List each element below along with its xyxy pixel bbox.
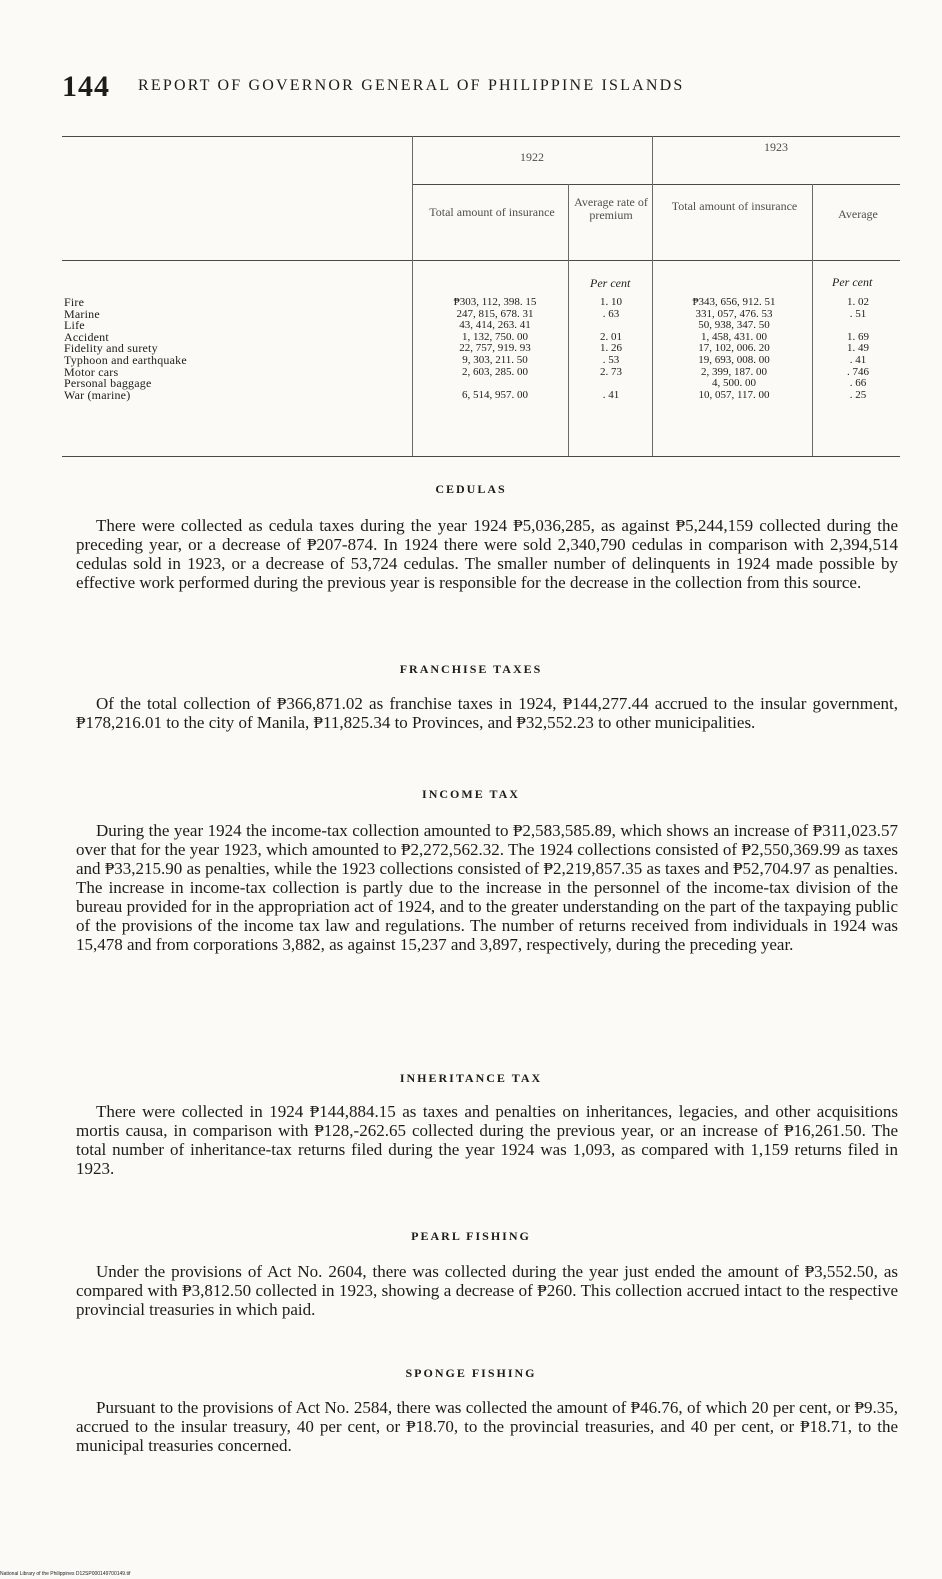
cell-total-1923: 2, 399, 187. 00 — [701, 365, 767, 378]
row-label: War (marine) — [64, 387, 131, 402]
col-rate-1923: Average — [838, 207, 878, 221]
paragraph-cedulas: There were collected as cedula taxes during the year 1924 ₱5,036,285, as against ₱5,244,159 collected during the preceding year, or a decrease of ₱207-874. In 1924 there were sold 2,340,790 cedulas in comparison with 2,394,514 cedulas sold in 1923, or a decrease of 53,724 cedulas. The smaller number of delinquents in 1924 made possible by effective work performed during the previous year is responsible for the decrease in the collection from this source. — [76, 516, 898, 592]
cell-rate-1922: . 53 — [602, 354, 620, 366]
section-title-franchise-taxes: FRANCHISE TAXES — [399, 662, 543, 676]
cell-rate-1923: 1. 02 — [847, 296, 869, 308]
header-bottom-rule — [62, 260, 900, 261]
paragraph-inheritance-tax: There were collected in 1924 ₱144,884.15 as taxes and penalties on inheritances, legacies, and other acquisitions mortis causa, in comparison with ₱128,-262.65 collected during the previous year, or an increase of ₱16,261.50. The total number of inheritance-tax returns filed during the year 1924 was 1,093, as compared with 1,159 returns filed in 1923. — [76, 1102, 898, 1178]
row-label: Personal baggage — [64, 376, 152, 391]
row-label: Fire — [64, 295, 85, 309]
cell-rate-1922: 1. 26 — [600, 342, 622, 355]
cell-rate-1922: 2. 73 — [600, 365, 622, 378]
cell-rate-1922: 1. 10 — [600, 296, 622, 308]
paragraph-sponge-fishing: Pursuant to the provisions of Act No. 2584, there was collected the amount of ₱46.76, of which 20 per cent, or ₱9.35, accrued to the insular treasury, 40 per cent, or ₱18.70, to the provincial treasuries, and 40 per cent, or ₱18.71, to the municipal treasuries concerned. — [76, 1398, 898, 1455]
cell-total-1922: 2, 603, 285. 00 — [462, 365, 528, 378]
cell-rate-1922: 2. 01 — [600, 330, 622, 343]
cell-rate-1922: . 63 — [602, 307, 620, 320]
cell-total-1923: 19, 693, 008. 00 — [698, 354, 770, 366]
scan-footer: National Library of the Philippines D12SP000149700149.tif — [0, 1571, 131, 1577]
col-total-1923: Total amount of insurance — [671, 199, 798, 213]
row-label: Life — [64, 318, 85, 333]
insurance-table — [62, 136, 900, 460]
col-total-1922: Total amount of insurance — [429, 205, 555, 219]
per-cent-label-1922: Per cent — [590, 276, 631, 290]
cell-rate-1922: . 41 — [602, 388, 620, 401]
page-header — [62, 70, 882, 110]
cell-total-1923: ₱343, 656, 912. 51 — [692, 296, 776, 308]
cell-rate-1923: . 746 — [847, 365, 869, 378]
paragraph-income-tax: During the year 1924 the income-tax collection amounted to ₱2,583,585.89, which shows an increase of ₱311,023.57 over that for the year 1923, which amounted to ₱2,272,562.32. The 1924 collections consisted of ₱2,550,369.99 as taxes and ₱33,215.90 as penalties, while the 1923 collections consisted of ₱2,219,857.35 as taxes and ₱52,704.97 as penalties. The increase in income-tax collection is partly due to the increase in the personnel of the income-tax division of the bureau provided for in the appropriation act of 1924, and to the greater understanding on the part of the taxpaying public of the provisions of the income tax law and regulations. The number of returns received from individuals in 1924 was 15,478 and from corporations 3,882, as against 15,237 and 3,897, respectively, during the preceding year. — [76, 821, 898, 954]
cell-rate-1923: . 41 — [849, 354, 867, 366]
cell-rate-1923: . 51 — [849, 307, 867, 320]
col-divider — [812, 184, 813, 456]
cell-total-1922: 43, 414, 263. 41 — [459, 319, 531, 332]
col-divider — [652, 136, 653, 456]
paragraph-franchise-taxes: Of the total collection of ₱366,871.02 as franchise taxes in 1924, ₱144,277.44 accrued to the insular government, ₱178,216.01 to the city of Manila, ₱11,825.34 to Provinces, and ₱32,552.23 to other municipalities. — [76, 694, 898, 732]
row-label: Accident — [64, 329, 109, 344]
section-title-cedulas: CEDULAS — [435, 482, 507, 496]
cell-total-1922: 22, 757, 919. 93 — [459, 342, 531, 355]
cell-total-1922: 247, 815, 678. 31 — [456, 307, 534, 320]
year-rule — [412, 184, 900, 185]
year-1922-heading: 1922 — [520, 150, 544, 164]
row-label: Motor cars — [64, 364, 119, 379]
cell-rate-1923: . 25 — [849, 388, 867, 401]
section-title-pearl-fishing: PEARL FISHING — [411, 1229, 531, 1243]
year-1923-heading: 1923 — [764, 140, 788, 154]
cell-total-1922: ₱303, 112, 398. 15 — [453, 296, 537, 308]
cell-rate-1923: . 66 — [849, 377, 867, 390]
per-cent-label-1923: Per cent — [832, 275, 873, 289]
section-title-inheritance-tax: INHERITANCE TAX — [399, 1071, 543, 1085]
cell-total-1923: 4, 500. 00 — [712, 377, 756, 390]
running-head: REPORT OF GOVERNOR GENERAL OF PHILIPPINE ISLANDS — [138, 77, 685, 94]
cell-total-1923: 10, 057, 117. 00 — [698, 388, 770, 401]
page-number: 144 — [62, 70, 110, 103]
col-rate-1922: Average rate of premium — [574, 195, 648, 222]
section-title-sponge-fishing: SPONGE FISHING — [405, 1366, 537, 1380]
table-bottom-rule — [62, 456, 900, 457]
section-title-income-tax: INCOME TAX — [422, 787, 520, 801]
cell-total-1923: 1, 458, 431. 00 — [701, 330, 767, 343]
table-top-rule — [62, 136, 900, 137]
row-label: Fidelity and surety — [64, 341, 158, 356]
cell-total-1922: 1, 132, 750. 00 — [462, 330, 528, 343]
row-label: Typhoon and earthquake — [64, 353, 187, 367]
col-divider — [568, 184, 569, 456]
cell-rate-1923: 1. 49 — [847, 342, 869, 355]
cell-total-1923: 50, 938, 347. 50 — [698, 319, 770, 332]
row-label: Marine — [64, 306, 100, 321]
cell-rate-1923: 1. 69 — [847, 330, 869, 343]
cell-total-1923: 331, 057, 476. 53 — [695, 307, 773, 320]
paragraph-pearl-fishing: Under the provisions of Act No. 2604, there was collected during the year just ended the amount of ₱3,552.50, as compared with ₱3,812.50 collected in 1923, showing a decrease of ₱260. This collection accrued intact to the respective provincial treasuries in which paid. — [76, 1262, 898, 1319]
cell-total-1922: 9, 303, 211. 50 — [462, 354, 528, 366]
col-divider — [412, 136, 413, 456]
cell-total-1922: 6, 514, 957. 00 — [462, 388, 528, 401]
cell-total-1923: 17, 102, 006. 20 — [698, 342, 770, 355]
